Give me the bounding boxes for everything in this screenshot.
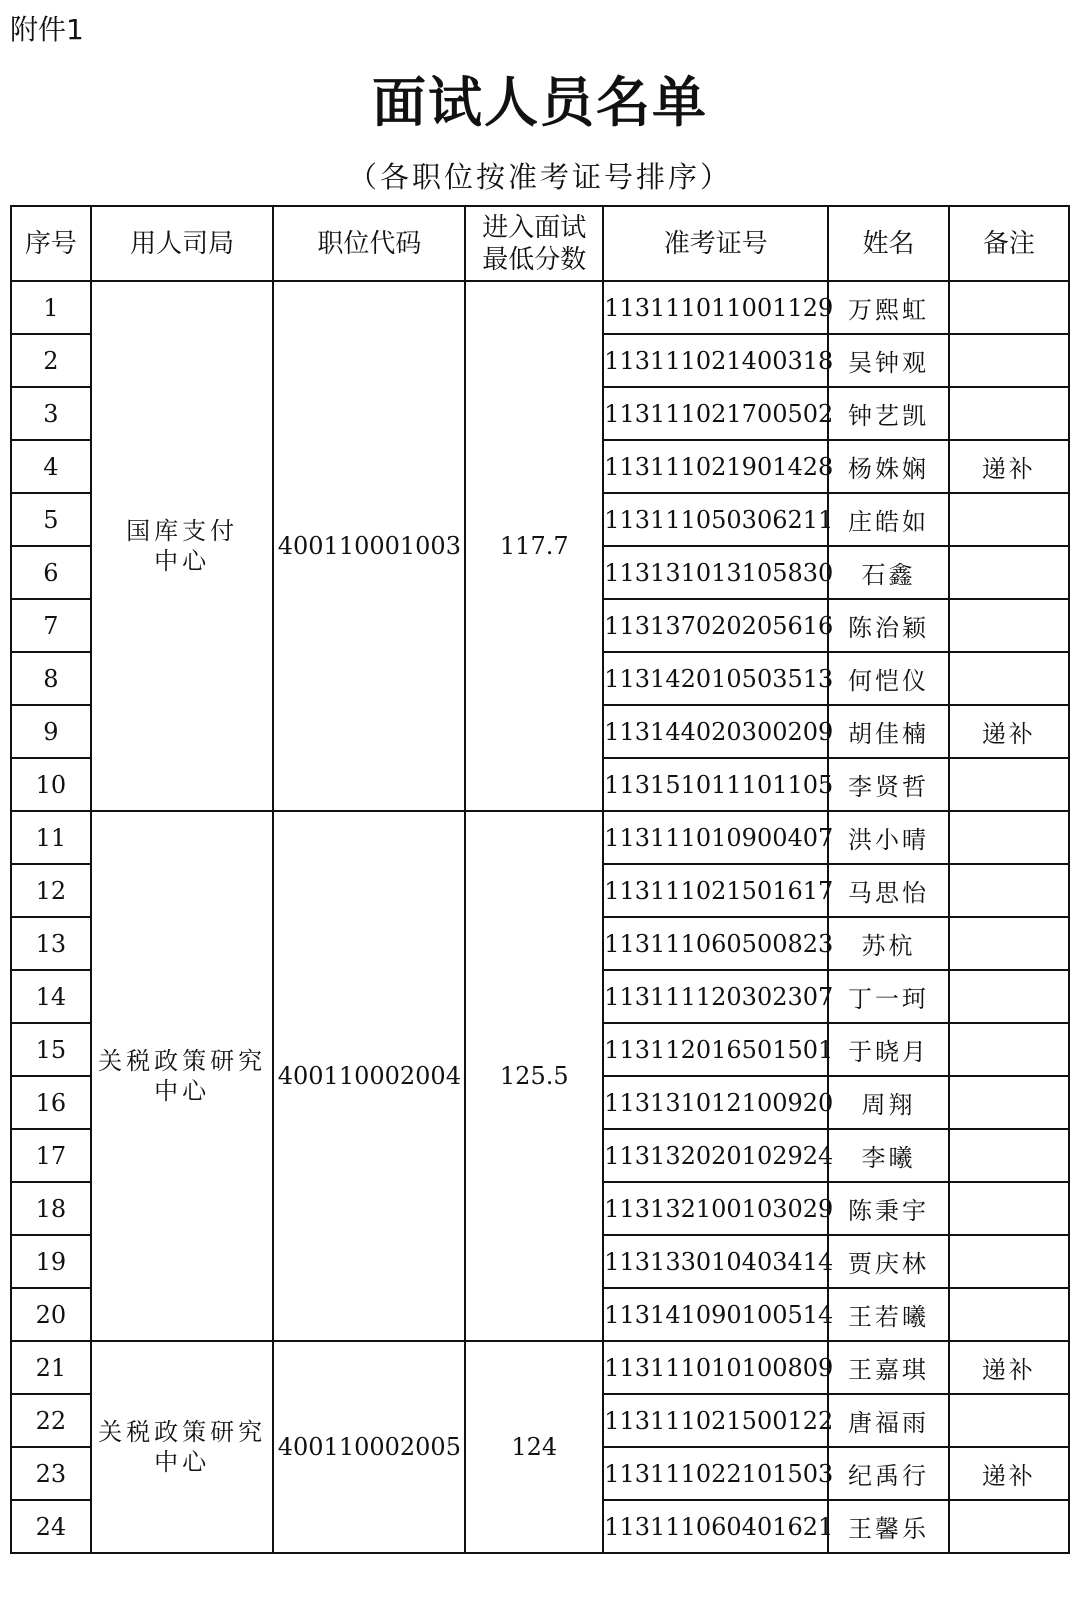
cell-exam-id: 113131013105830	[603, 546, 828, 599]
cell-seq: 15	[11, 1023, 91, 1076]
cell-exam-id: 113111050306211	[603, 493, 828, 546]
cell-exam-id: 113144020300209	[603, 705, 828, 758]
cell-name: 于晓月	[828, 1023, 948, 1076]
cell-seq: 7	[11, 599, 91, 652]
cell-note	[949, 758, 1069, 811]
table-body	[11, 281, 1069, 1553]
cell-exam-id: 113111011001129	[603, 281, 828, 334]
cell-seq: 1	[11, 281, 91, 334]
cell-name: 何恺仪	[828, 652, 948, 705]
cell-name: 周翔	[828, 1076, 948, 1129]
cell-note	[949, 334, 1069, 387]
cell-exam-id: 113132100103029	[603, 1182, 828, 1235]
cell-name: 陈秉宇	[828, 1182, 948, 1235]
cell-exam-id: 113111060500823	[603, 917, 828, 970]
header-min-score-line1: 进入面试	[482, 212, 587, 243]
dept-line1: 国库支付	[126, 517, 239, 545]
header-dept: 用人司局	[91, 206, 274, 281]
cell-seq: 16	[11, 1076, 91, 1129]
cell-exam-id: 113137020205616	[603, 599, 828, 652]
header-note: 备注	[949, 206, 1069, 281]
cell-min-score: 117.7	[465, 281, 603, 811]
table-header-row	[11, 206, 1069, 281]
cell-exam-id: 113111120302307	[603, 970, 828, 1023]
cell-name: 李曦	[828, 1129, 948, 1182]
cell-dept	[91, 811, 274, 1341]
header-name: 姓名	[828, 206, 948, 281]
cell-note: 递补	[949, 1447, 1069, 1500]
dept-line2: 中心	[154, 1448, 211, 1476]
cell-name: 石鑫	[828, 546, 948, 599]
cell-exam-id: 113111021901428	[603, 440, 828, 493]
cell-name: 王馨乐	[828, 1500, 948, 1553]
cell-name: 纪禹行	[828, 1447, 948, 1500]
cell-note	[949, 1076, 1069, 1129]
cell-name: 钟艺凯	[828, 387, 948, 440]
dept-line2: 中心	[154, 547, 211, 575]
cell-note	[949, 1500, 1069, 1553]
cell-seq: 17	[11, 1129, 91, 1182]
cell-exam-id: 113111022101503	[603, 1447, 828, 1500]
cell-note	[949, 864, 1069, 917]
cell-seq: 23	[11, 1447, 91, 1500]
cell-exam-id: 113111021700502	[603, 387, 828, 440]
header-code: 职位代码	[273, 206, 465, 281]
cell-note	[949, 599, 1069, 652]
cell-name: 马思怡	[828, 864, 948, 917]
cell-seq: 10	[11, 758, 91, 811]
dept-line1: 关税政策研究	[98, 1418, 267, 1446]
cell-name: 庄皓如	[828, 493, 948, 546]
table-row	[11, 811, 1069, 864]
cell-note	[949, 652, 1069, 705]
cell-exam-id: 113133010403414	[603, 1235, 828, 1288]
header-exam-id: 准考证号	[603, 206, 828, 281]
cell-seq: 14	[11, 970, 91, 1023]
cell-seq: 3	[11, 387, 91, 440]
dept-line1: 关税政策研究	[98, 1047, 267, 1075]
cell-seq: 5	[11, 493, 91, 546]
cell-note	[949, 811, 1069, 864]
cell-exam-id: 113141090100514	[603, 1288, 828, 1341]
cell-seq: 11	[11, 811, 91, 864]
cell-seq: 6	[11, 546, 91, 599]
interview-roster-table	[10, 205, 1070, 1554]
cell-note	[949, 546, 1069, 599]
cell-note	[949, 970, 1069, 1023]
cell-exam-id: 113111060401621	[603, 1500, 828, 1553]
cell-exam-id: 113111010900407	[603, 811, 828, 864]
cell-name: 陈治颖	[828, 599, 948, 652]
cell-exam-id: 113111021501617	[603, 864, 828, 917]
cell-name: 胡佳楠	[828, 705, 948, 758]
attachment-label: 附件1	[10, 13, 84, 46]
cell-note	[949, 281, 1069, 334]
cell-seq: 21	[11, 1341, 91, 1394]
cell-exam-id: 113111010100809	[603, 1341, 828, 1394]
cell-note	[949, 1023, 1069, 1076]
cell-seq: 13	[11, 917, 91, 970]
cell-exam-id: 113112016501501	[603, 1023, 828, 1076]
cell-note	[949, 1288, 1069, 1341]
page-title: 面试人员名单	[372, 70, 708, 134]
cell-seq: 20	[11, 1288, 91, 1341]
cell-dept	[91, 1341, 274, 1553]
cell-seq: 12	[11, 864, 91, 917]
cell-name: 杨姝娴	[828, 440, 948, 493]
cell-exam-id: 113131012100920	[603, 1076, 828, 1129]
cell-note	[949, 1394, 1069, 1447]
cell-name: 王嘉琪	[828, 1341, 948, 1394]
dept-line2: 中心	[154, 1077, 211, 1105]
cell-exam-id: 113151011101105	[603, 758, 828, 811]
cell-note	[949, 1182, 1069, 1235]
table-row	[11, 1341, 1069, 1394]
cell-seq: 2	[11, 334, 91, 387]
cell-name: 李贤哲	[828, 758, 948, 811]
cell-exam-id: 113132020102924	[603, 1129, 828, 1182]
cell-name: 万熙虹	[828, 281, 948, 334]
header-min-score	[465, 206, 603, 281]
cell-note: 递补	[949, 705, 1069, 758]
cell-seq: 9	[11, 705, 91, 758]
cell-position-code: 400110002004	[273, 811, 465, 1341]
cell-note	[949, 1235, 1069, 1288]
cell-min-score: 125.5	[465, 811, 603, 1341]
cell-exam-id: 113142010503513	[603, 652, 828, 705]
cell-name: 贾庆林	[828, 1235, 948, 1288]
cell-note: 递补	[949, 1341, 1069, 1394]
cell-exam-id: 113111021500122	[603, 1394, 828, 1447]
cell-name: 唐福雨	[828, 1394, 948, 1447]
cell-seq: 19	[11, 1235, 91, 1288]
cell-seq: 18	[11, 1182, 91, 1235]
cell-note	[949, 1129, 1069, 1182]
cell-name: 王若曦	[828, 1288, 948, 1341]
cell-note	[949, 917, 1069, 970]
cell-note: 递补	[949, 440, 1069, 493]
cell-seq: 24	[11, 1500, 91, 1553]
cell-name: 吴钟观	[828, 334, 948, 387]
cell-exam-id: 113111021400318	[603, 334, 828, 387]
cell-name: 洪小晴	[828, 811, 948, 864]
page-subtitle: （各职位按准考证号排序）	[347, 160, 732, 194]
table-row	[11, 281, 1069, 334]
cell-seq: 8	[11, 652, 91, 705]
cell-dept	[91, 281, 274, 811]
cell-name: 苏杭	[828, 917, 948, 970]
cell-note	[949, 493, 1069, 546]
cell-position-code: 400110002005	[273, 1341, 465, 1553]
cell-seq: 4	[11, 440, 91, 493]
header-seq: 序号	[11, 206, 91, 281]
cell-position-code: 400110001003	[273, 281, 465, 811]
cell-name: 丁一珂	[828, 970, 948, 1023]
header-min-score-line2: 最低分数	[482, 244, 587, 275]
cell-seq: 22	[11, 1394, 91, 1447]
cell-min-score: 124	[465, 1341, 603, 1553]
cell-note	[949, 387, 1069, 440]
